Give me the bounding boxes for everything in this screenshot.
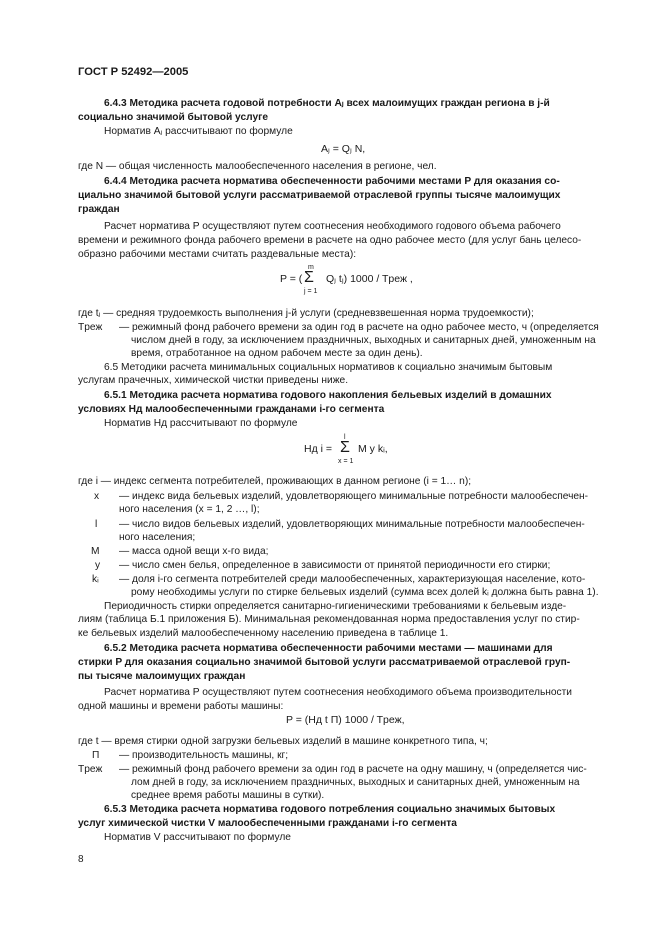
text-line: — доля i-го сегмента потребителей среди малообеспеченных, характеризующая население, кото- [119, 574, 586, 585]
text-line: — число смен белья, определенное в зависимости от принятой периодичности его стирки; [119, 560, 551, 571]
definition-symbol: П [92, 750, 100, 761]
text-line: образно рабочими местами считать раздевальные места): [78, 249, 357, 260]
page-number: 8 [78, 854, 84, 865]
text-line: 6.5 Методики расчета минимальных социальных нормативов к социально значимым бытовым [104, 362, 553, 373]
formula-h-left: Hд i = [304, 443, 333, 455]
text-line: Норматив Aⱼ рассчитывают по формуле [104, 126, 293, 137]
text-line: Расчет норматива P осуществляют путем соотнесения необходимого годового объема рабочего [104, 221, 561, 232]
page-header: ГОСТ Р 52492—2005 [78, 66, 189, 78]
text-line: рому необходимы услуги по стирке бельевых изделий (сумма всех долей kᵢ должна быть равна 1). [131, 587, 599, 598]
text-line: ного населения; [119, 532, 196, 543]
text-line: — индекс вида бельевых изделий, удовлетворяющего минимальные потребности малообеспечен- [119, 491, 589, 502]
text-line: лом дней в году, за исключением праздничных, выходных и санитарных дней, умноженным на [131, 777, 580, 788]
formula-p-machines: P = (Hд t П) 1000 / Tреж, [286, 714, 405, 726]
text-line: Расчет норматива P осуществляют путем соотнесения необходимого объема производительности [104, 687, 573, 698]
text-line: Норматив Hд рассчитывают по формуле [104, 418, 298, 429]
text-line: лиям (таблица Б.1 приложения Б). Минимальная рекомендованная норма предоставления услуг по стир- [78, 614, 580, 625]
definition-symbol: x [94, 491, 100, 502]
formula-h-upper-limit: l [344, 434, 346, 441]
text-line: 6.4.4 Методика расчета норматива обеспеченности рабочими местами P для оказания со- [104, 176, 560, 187]
text-line: — производительность машины, кг; [119, 750, 289, 761]
text-line: времени и режимного фонда рабочего времени в расчете на одно рабочее место (для услуг бань целесо- [78, 235, 582, 246]
text-line: пы тысяче малоимущих граждан [78, 671, 246, 682]
text-line: — масса одной вещи x-го вида; [119, 546, 269, 557]
text-line: 6.5.3 Методика расчета норматива годового потребления социально значимых бытовых [104, 804, 556, 815]
text-line: числом дней в году, за исключением праздничных, выходных и санитарных дней, умноженным на [131, 335, 596, 346]
text-line: граждан [78, 204, 120, 215]
formula-p-left: P = ( [280, 273, 303, 285]
definition-symbol: y [95, 560, 101, 571]
text-line: одной машины и времени работы машины: [78, 701, 284, 712]
text-line: 6.4.3 Методика расчета годовой потребности Aⱼ всех малоимущих граждан региона в j-й [104, 98, 550, 109]
definition-symbol: M [91, 546, 100, 557]
text-line: время, отработанное на одном рабочем месте за один день). [131, 348, 423, 359]
text-line: социально значимой бытовой услуге [78, 112, 269, 123]
text-line: услуг химической чистки V малообеспеченными гражданами i-го сегмента [78, 818, 457, 829]
text-line: среднее время работы машины в сутки). [131, 790, 325, 801]
formula-p-upper-limit: m [308, 264, 314, 271]
formula-h-sigma: Σ [340, 439, 350, 456]
formula-h-right: M y kᵢ, [358, 443, 388, 455]
text-line: Норматив V рассчитывают по формуле [104, 832, 291, 843]
text-line: стирки P для оказания социально значимой бытовой услуги рассматриваемой отраслевой груп- [78, 657, 571, 668]
definition-symbol: kᵢ [92, 574, 99, 585]
text-line: услугам прачечных, химической чистки приведены ниже. [78, 375, 349, 386]
formula-p-lower-limit: j = 1 [304, 288, 318, 295]
text-line: — режимный фонд рабочего времени за один год в расчете на одно рабочее место, ч (определяется [119, 322, 599, 333]
text-line: — число видов бельевых изделий, удовлетворяющих минимальные потребности малообеспечен- [119, 519, 585, 530]
text-line: Периодичность стирки определяется санитарно-гигиеническими требованиями к бельевым изде- [104, 601, 567, 612]
formula-p-right: Qⱼ tⱼ) 1000 / Tреж , [326, 273, 413, 285]
text-line: ке бельевых изделий малообеспеченному населению приведена в таблице 1. [78, 628, 449, 639]
definition-symbol: l [95, 519, 98, 530]
formula-a-j: Aⱼ = Qⱼ N, [321, 143, 366, 155]
text-line: где t — время стирки одной загрузки бельевых изделий в машине конкретного типа, ч; [78, 736, 488, 747]
definition-symbol: Tреж [78, 764, 103, 775]
formula-h-lower-limit: x = 1 [338, 458, 354, 465]
text-line: 6.5.2 Методика расчета норматива обеспеченности рабочими местами — машинами для [104, 643, 553, 654]
text-line: ного населения (x = 1, 2 …, l); [119, 504, 260, 515]
text-line: циально значимой бытовой услуги рассматриваемой отраслевой группы тысяче малоимущих [78, 190, 561, 201]
text-line: условиях Hд малообеспеченными гражданами i-го сегмента [78, 404, 385, 415]
text-line: — режимный фонд рабочего времени за один год в расчете на одну машину, ч (определяется чис- [119, 764, 587, 775]
text-line: 6.5.1 Методика расчета норматива годового накопления бельевых изделий в домашних [104, 390, 552, 401]
definition-symbol: Tреж [78, 322, 103, 333]
text-line: где i — индекс сегмента потребителей, проживающих в данном регионе (i = 1… n); [78, 476, 472, 487]
text-line: где tⱼ — средняя трудоемкость выполнения j-й услуги (средневзвешенная норма трудоемкости); [78, 308, 534, 319]
text-line: где N — общая численность малообеспеченного населения в регионе, чел. [78, 161, 437, 172]
formula-p-sigma: Σ [304, 269, 314, 286]
